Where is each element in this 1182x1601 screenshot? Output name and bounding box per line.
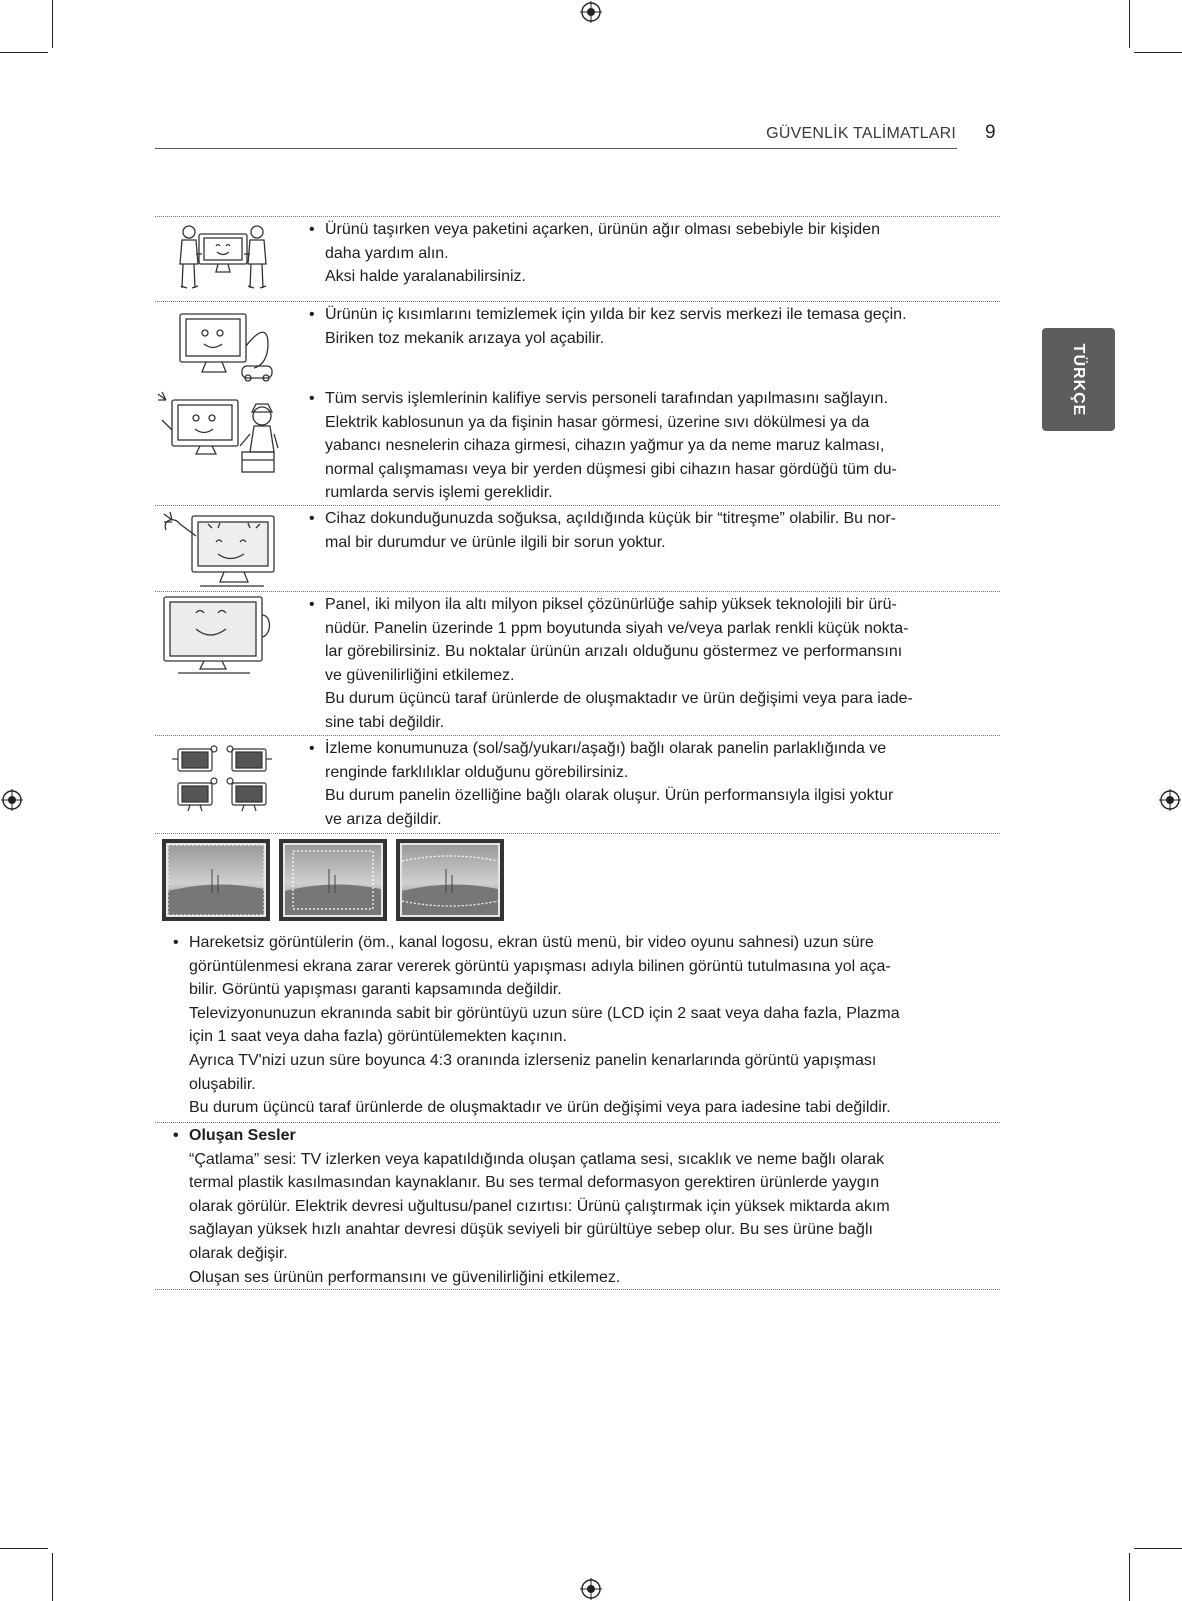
safety-item <box>309 507 896 554</box>
text-line: Ürünün iç kısımlarını temizlemek için yılda bir kez servis merkezi ile temasa geçin. <box>325 306 907 323</box>
text-line: ve arıza değildir. <box>325 810 442 828</box>
text-line: termal plastik kasılmasından kaynaklanır. Bu ses termal deformasyon gerektiren ürünlerde yaygın <box>189 1174 880 1192</box>
text-line: sağlayan yüksek hızlı anahtar devresi düşük seviyeli bir gürültüye sebep olur. Bu ses ürüne bağlı <box>189 1221 873 1239</box>
text-line: Ürünü taşırken veya paketini açarken, ürünün ağır olması sebebiyle bir kişiden <box>325 221 880 238</box>
dotted-divider <box>155 1122 1000 1123</box>
registration-mark-icon <box>1 789 23 811</box>
text-line: normal çalışmaması veya bir yerden düşmesi gibi cihazın hasar gördüğü tüm du- <box>325 460 897 478</box>
dotted-divider <box>155 735 1000 736</box>
text-line: Bu durum panelin özelliğine bağlı olarak oluşur. Ürün performansıyla ilgisi yoktur <box>325 787 894 805</box>
safety-item <box>309 303 907 350</box>
registration-mark-icon <box>580 1 602 23</box>
text-line: Cihaz dokunduğunuzda soğuksa, açıldığında küçük bir “titreşme” olabilir. Bu nor- <box>325 510 896 527</box>
image-retention-photo <box>162 839 270 921</box>
bullet: • <box>173 934 179 951</box>
dotted-divider <box>155 216 1000 217</box>
crop-mark <box>1134 52 1182 53</box>
text-line: yabancı nesnelerin cihaza girmesi, cihazın yağmur ya da neme maruz kalması, <box>325 437 885 455</box>
bullet: • <box>309 390 315 407</box>
text-line: bilir. Görüntü yapışması garanti kapsamında değildir. <box>189 981 562 999</box>
crop-mark <box>1134 1548 1182 1549</box>
text-line: Bu durum üçüncü taraf ürünlerde de oluşmaktadır ve ürün değişimi veya para iadesine tabi değildir. <box>189 1099 891 1117</box>
text-line: ve güvenilirliğini etkilemez. <box>325 666 515 684</box>
text-line: Elektrik kablosunun ya da fişinin hasar görmesi, üzerine sıvı dökülmesi ya da <box>325 413 870 431</box>
two-people-carrying-tv-icon <box>176 224 270 294</box>
registration-mark-icon <box>580 1578 602 1600</box>
text-line: Hareketsiz görüntülerin (öm., kanal logosu, ekran üstü menü, bir video oyunu sahnesi) uzun süre <box>189 934 874 951</box>
crop-mark <box>52 1553 53 1601</box>
text-line: sine tabi değildir. <box>325 713 445 731</box>
tv-service-technician-icon <box>156 390 286 480</box>
text-line: oluşabilir. <box>189 1075 256 1093</box>
header-rule <box>155 148 957 149</box>
bullet: • <box>309 510 315 527</box>
sounds-item <box>173 1124 890 1289</box>
text-line: Ayrıca TV'nizi uzun süre boyunca 4:3 oranında izlerseniz panelin kenarlarında görüntü yapışması <box>189 1051 877 1069</box>
crop-mark <box>0 52 48 53</box>
text-line: Tüm servis işlemlerinin kalifiye servis personeli tarafından yapılmasını sağlayın. <box>325 390 888 407</box>
bullet: • <box>173 1127 179 1144</box>
image-retention-item <box>173 931 900 1120</box>
dotted-divider <box>155 833 1000 834</box>
safety-item <box>309 737 894 831</box>
text-line: lar görebilirsiniz. Bu noktalar ürünün arızalı olduğunu göstermez ve performansını <box>325 643 903 661</box>
language-tab-label: TÜRKÇE <box>1070 343 1087 417</box>
bullet: • <box>309 306 315 323</box>
image-retention-photo <box>396 839 504 921</box>
crop-mark <box>1129 0 1130 48</box>
text-line: Biriken toz mekanik arızaya yol açabilir. <box>325 329 605 347</box>
tv-viewing-angle-icon <box>170 745 274 813</box>
text-line: daha yardım alın. <box>325 244 449 262</box>
page-number: 9 <box>985 122 996 143</box>
text-line: İzleme konumunuza (sol/sağ/yukarı/aşağı) bağlı olarak panelin parlaklığında ve <box>325 740 887 757</box>
text-line: nüdür. Panelin üzerinde 1 ppm boyutunda siyah ve/veya parlak renkli küçük nokta- <box>325 619 909 637</box>
bullet: • <box>309 596 315 613</box>
bullet: • <box>309 221 315 238</box>
dotted-divider <box>155 505 1000 506</box>
dotted-divider <box>155 301 1000 302</box>
crop-mark <box>1129 1553 1130 1601</box>
text-line: olarak değişir. <box>189 1244 288 1262</box>
tv-touch-vibration-icon <box>160 510 286 592</box>
text-line: Aksi halde yaralanabilirsiniz. <box>325 268 526 286</box>
sounds-heading: Oluşan Sesler <box>189 1127 296 1144</box>
safety-item <box>309 593 913 735</box>
crop-mark <box>52 0 53 48</box>
registration-mark-icon <box>1159 789 1181 811</box>
text-line: “Çatlama” sesi: TV izlerken veya kapatıldığında oluşan çatlama sesi, sıcaklık ve neme bağlı olarak <box>189 1150 885 1168</box>
language-tab <box>1042 328 1115 431</box>
text-line: görüntülenmesi ekrana zarar vererek görüntü yapışması adıyla bilinen görüntü tutulmasına yol aça- <box>189 957 891 975</box>
text-line: renginde farklılıklar olduğunu görebilirsiniz. <box>325 763 629 781</box>
tv-vacuum-cleaner-icon <box>172 306 282 384</box>
text-line: mal bir durumdur ve ürünle ilgili bir sorun yoktur. <box>325 533 666 551</box>
text-line: Televizyonunuzun ekranında sabit bir görüntüyü uzun süre (LCD için 2 saat veya daha fazla, Plazma <box>189 1004 900 1022</box>
safety-item <box>309 218 880 289</box>
section-title: GÜVENLİK TALİMATLARI <box>766 125 956 142</box>
text-line: için 1 saat veya daha fazla) görüntülemekten kaçının. <box>189 1028 567 1046</box>
safety-item <box>309 387 897 505</box>
text-line: olarak görülür. Elektrik devresi uğultusu/panel cızırtısı: Ürünü çalıştırmak için yüksek miktarda akım <box>189 1197 890 1215</box>
text-line: rumlarda servis işlemi gereklidir. <box>325 484 553 502</box>
text-line: Panel, iki milyon ila altı milyon piksel çözünürlüğe sahip yüksek teknolojili bir ürü- <box>325 596 897 613</box>
text-line: Oluşan ses ürünün performansını ve güvenilirliğini etkilemez. <box>189 1268 621 1286</box>
image-retention-photo <box>279 839 387 921</box>
bullet: • <box>309 740 315 757</box>
tv-pixel-panel-icon <box>160 595 272 679</box>
crop-mark <box>0 1548 48 1549</box>
text-line: Bu durum üçüncü taraf ürünlerde de oluşmaktadır ve ürün değişimi veya para iade- <box>325 690 913 708</box>
